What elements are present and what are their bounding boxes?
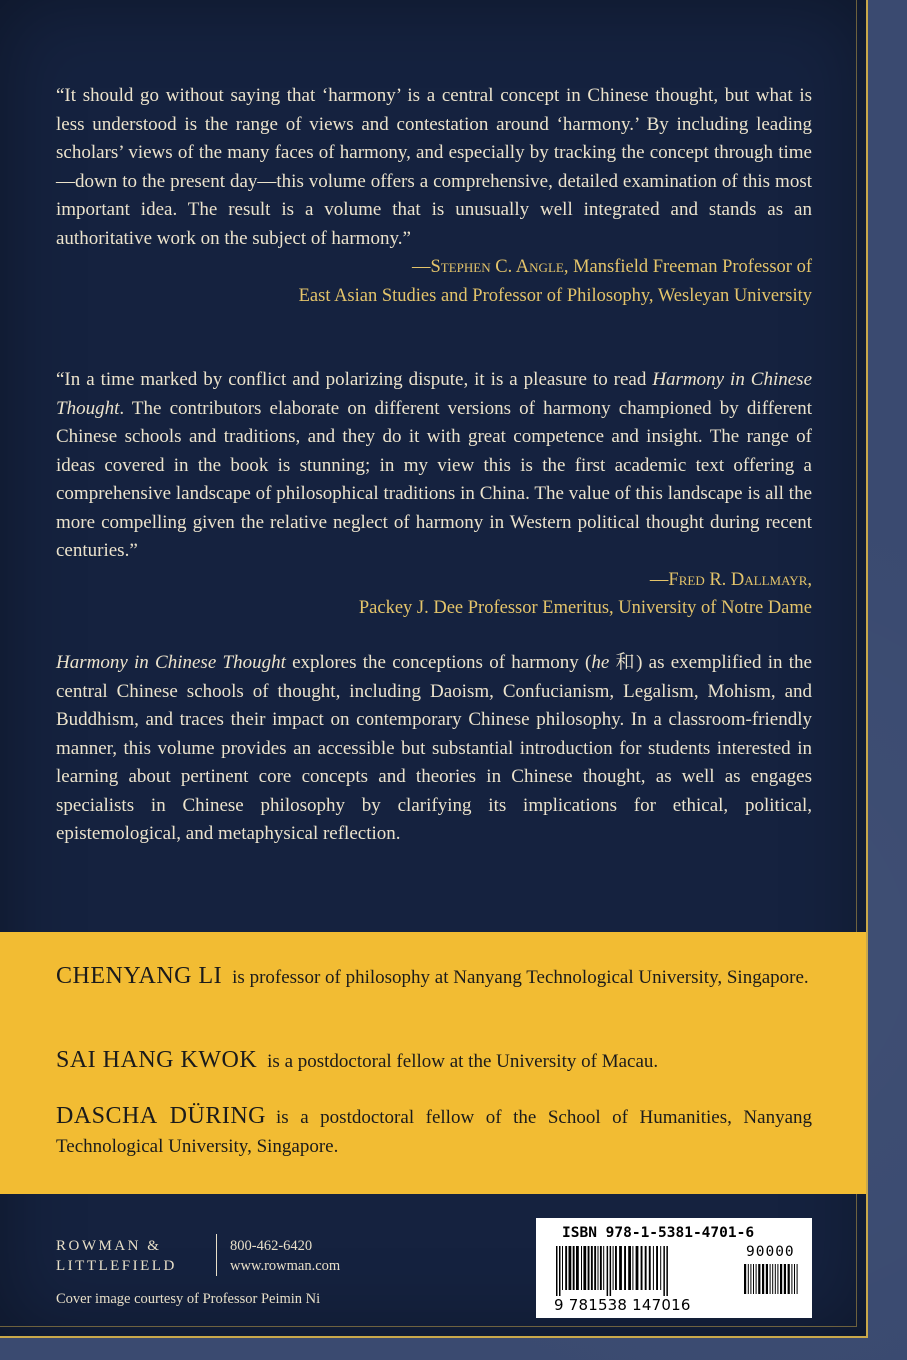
attribution-name: —Stephen C. Angle,	[412, 257, 569, 277]
barcode-bar	[762, 1264, 764, 1294]
barcode-bar	[615, 1246, 617, 1290]
barcode-bar	[666, 1246, 668, 1296]
barcode-bar	[628, 1246, 631, 1290]
publisher-name-line: ROWMAN &	[56, 1238, 162, 1254]
book-title-italic: Harmony in Chinese Thought	[56, 652, 286, 673]
barcode-addon-number: 90000	[746, 1244, 795, 1260]
isbn-barcode	[536, 1218, 812, 1318]
barcode-bar	[565, 1246, 567, 1290]
barcode-bar	[788, 1264, 790, 1294]
endorsement-text-part: . The contributors elaborate on different versions of harmony championed by different Chinese schools and traditions, and they do it with great competence and insight. The range of ideas covered in the book is stunning; in my view this is the first academic text offering a comprehensive landscape of philosophical traditions in China. The value of this landscape is all the more compelling given the relative neglect of harmony in Western political thought during recent centuries.”	[56, 397, 812, 561]
barcode-bar	[758, 1264, 760, 1294]
barcode-bar	[645, 1246, 647, 1290]
barcode-bar	[569, 1246, 572, 1290]
barcode-bar	[766, 1264, 768, 1294]
barcode-bar	[613, 1246, 614, 1290]
book-description	[56, 649, 812, 849]
book-title-italic: Harmony in Chinese Thought	[56, 369, 812, 419]
barcode-bar	[559, 1246, 561, 1296]
barcode-bar	[583, 1246, 586, 1290]
endorsement-text-part: “In a time marked by conflict and polarizing dispute, it is a pleasure to read	[56, 369, 653, 390]
barcode-bar	[753, 1264, 754, 1294]
endorsement-attribution	[56, 253, 812, 310]
publisher-website: www.rowman.com	[230, 1258, 341, 1274]
barcode-bar	[556, 1246, 558, 1296]
barcode-bar	[663, 1246, 665, 1296]
author-bio-text: is a postdoctoral fellow of the School of Humanities, Nanyang Technological University, Singapore.	[56, 1107, 812, 1157]
barcode-bar	[562, 1246, 563, 1290]
attribution-name: —Fred R. Dallmayr,	[649, 569, 812, 590]
barcode-bar	[594, 1246, 596, 1290]
ean-barcode-bars	[556, 1246, 738, 1296]
barcode-bar	[641, 1246, 643, 1290]
barcode-bar	[581, 1246, 582, 1290]
barcode-bar	[603, 1246, 604, 1290]
author-bio	[56, 1102, 812, 1161]
endorsement-dallmayr	[56, 366, 812, 623]
barcode-bar	[772, 1264, 773, 1294]
attribution-title: Mansfield Freeman Professor of	[573, 257, 812, 277]
barcode-bar	[777, 1264, 778, 1294]
barcode-bar	[660, 1246, 661, 1290]
barcode-bar	[794, 1264, 795, 1294]
barcode-bar	[744, 1264, 746, 1294]
barcode-bar	[636, 1246, 639, 1290]
barcode-bar	[632, 1246, 633, 1290]
barcode-bar	[756, 1264, 757, 1294]
publisher-divider	[216, 1234, 217, 1276]
barcode-bar	[610, 1246, 612, 1296]
publisher-name-line: LITTLEFIELD	[56, 1258, 177, 1274]
endorsement-angle	[56, 82, 812, 310]
barcode-bar	[748, 1264, 749, 1294]
author-bio-text: is professor of philosophy at Nanyang Technological University, Singapore.	[232, 967, 809, 988]
cover-image-credit: Cover image courtesy of Professor Peimin Ni	[56, 1291, 321, 1307]
barcode-bar	[576, 1246, 579, 1290]
chinese-character: 和	[609, 652, 637, 673]
author-name: CHENYANG LI	[56, 963, 223, 989]
barcode-bar	[775, 1264, 776, 1294]
barcode-bar	[591, 1246, 593, 1290]
barcode-bar	[750, 1264, 751, 1294]
author-name: DASCHA DÜRING	[56, 1103, 266, 1129]
barcode-bar	[598, 1246, 599, 1290]
publisher-phone: 800-462-6420	[230, 1238, 313, 1254]
barcode-bar	[600, 1246, 602, 1290]
barcode-bar	[797, 1264, 798, 1294]
barcode-bar	[653, 1246, 654, 1290]
barcode-bar	[791, 1264, 792, 1294]
author-bio-text: is a postdoctoral fellow at the University of Macau.	[267, 1051, 659, 1072]
attribution-affiliation: Packey J. Dee Professor Emeritus, University of Notre Dame	[358, 598, 812, 618]
barcode-bar	[770, 1264, 771, 1294]
barcode-bar	[649, 1246, 651, 1290]
term-italic: he	[591, 652, 610, 673]
author-bio	[56, 962, 812, 993]
barcode-bar	[780, 1264, 782, 1294]
publisher-name	[56, 1236, 206, 1276]
addon-barcode-bars	[744, 1264, 800, 1294]
barcode-bar	[784, 1264, 786, 1294]
endorsement-text	[56, 366, 812, 566]
ean-number: 9 781538 147016	[554, 1296, 691, 1314]
author-bio	[56, 1046, 812, 1077]
barcode-bar	[656, 1246, 658, 1290]
endorsement-attribution	[56, 566, 812, 623]
author-name: SAI HANG KWOK	[56, 1047, 258, 1073]
author-bio-band	[0, 932, 866, 1194]
barcode-bar	[607, 1246, 609, 1296]
description-text-part: ) as exemplified in the central Chinese schools of thought, including Daoism, Confucianism, Legalism, Mohism, and Buddhism, and traces their impact on contemporary Chinese philosophy. In a classroom-friendly manner, this volume provides an accessible but substantial introduction for students interested in learning about pertinent core concepts and theories in Chinese thought, as well as engages specialists in Chinese philosophy by clarifying its implications for ethical, political, epistemological, and metaphysical reflection.	[56, 652, 812, 844]
endorsement-text: “It should go without saying that ‘harmony’ is a central concept in Chinese thought, but what is less understood is the range of views and contestation around ‘harmony.’ By including leading scholars’ views of the many faces of harmony, and especially by tracking the concept through time—down to the present day—this volume offers a comprehensive, detailed examination of this most important idea. The result is a volume that is unusually well integrated and stands as an authoritative work on the subject of harmony.”	[56, 85, 812, 249]
attribution-affiliation: East Asian Studies and Professor of Philosophy, Wesleyan University	[298, 285, 812, 306]
publisher-contact	[230, 1236, 390, 1276]
barcode-bar	[588, 1246, 590, 1290]
barcode-bar	[573, 1246, 575, 1290]
isbn-number: ISBN 978-1-5381-4701-6	[562, 1225, 755, 1241]
barcode-bar	[619, 1246, 622, 1290]
description-text-part: explores the conceptions of harmony (	[285, 652, 592, 673]
barcode-bar	[624, 1246, 626, 1290]
